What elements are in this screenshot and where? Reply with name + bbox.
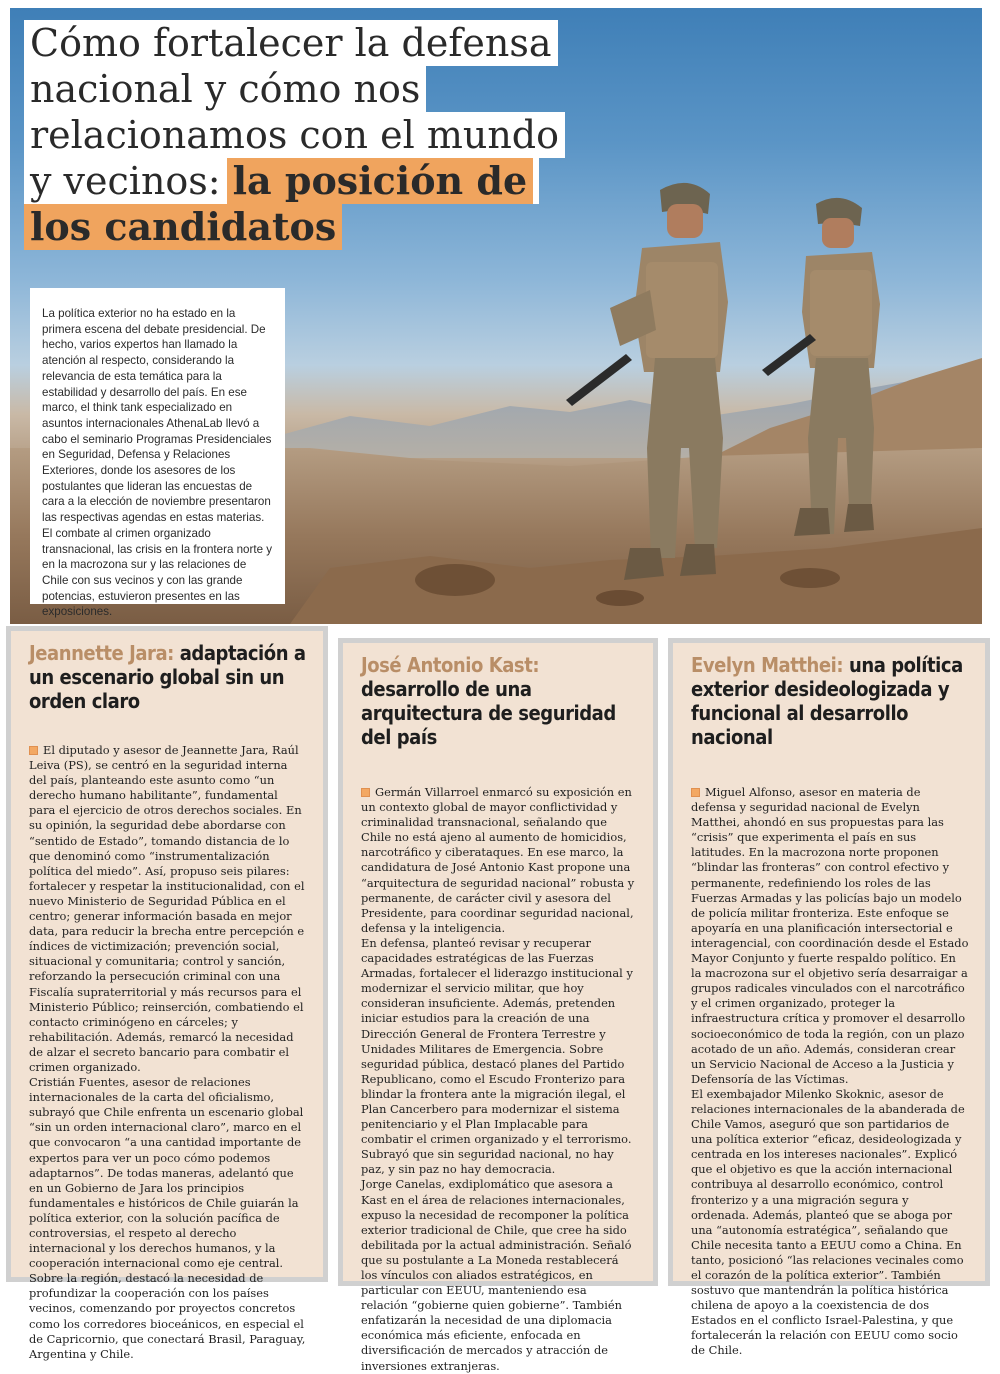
column-matthei-paragraph-2: El exembajador Milenko Skoknic, asesor de relaciones internacionales de la abanderada de Chile Vamos, aseguró que son partidarios de una política exterior “eficaz, desideologizada y centrada en los intereses nacionales”. Explicó que el objetivo es que la acción internacional contribuya al desarrollo económico, control fronterizo y a una migración segura y ordenada. Además, planteó que se aboga por una “autonomía estratégica”, señalando que Chile necesita tanto a EEUU como a China. En tanto, posicionó “las relaciones vecinales como el corazón de la política exterior”. También sostuvo que mantendrán la política histórica chilena de apoyo a la coexistencia de dos Estados en el conflicto Israel-Palestina, y que fortalecerán la relación con EEUU como socio de Chile. [691, 1086, 965, 1358]
column-jara-paragraph-2: Cristián Fuentes, asesor de relaciones internacionales de la carta del oficialismo, subrayó que Chile enfrenta un escenario global “sin un orden internacional claro”, marco en el que convocaron “a una cantidad importante de expertos para ver un poco cómo podemos adaptarnos”. De todas maneras, adelantó que en un Gobierno de Jara los principios fundamentales e históricos de Chile guiarán la política exterior, con la solución pacífica de controversias, el respeto al derecho internacional y los derechos humanos, y la cooperación internacional como eje central. Sobre la región, destacó la necesidad de profundizar la cooperación con los países vecinos, comenzando por proyectos concretos como los corredores bioceánicos, en especial el de Capricornio, que conectará Brasil, Paraguay, Argentina y Chile. [29, 1075, 306, 1361]
column-matthei-paragraph-1: Miguel Alfonso, asesor en materia de defensa y seguridad nacional de Evelyn Matthei, ahondó en sus propuestas para las “crisis” que experimenta el país en sus latitudes. En la macrozona norte proponen “blindar las fronteras” con control efectivo y permanente, redefiniendo los roles de las Fuerzas Armadas y las policías bajo un modelo de policía militar fronteriza. Este enfoque se apoyaría en una planificación intersectorial e interagencial, con coordinación desde el Estado Mayor Conjunto y fuerte respaldo político. En la macrozona sur el objetivo sería desarraigar a grupos radicales vinculados con el narcotráfico y el crimen organizado, proteger la infraestructura crítica y promover el desarrollo socioeconómico de toda la región, con un plazo acotado de un año. Además, consideran crear un Servicio Nacional de Acceso a la Justicia y Defensoría de las Víctimas. [691, 785, 969, 1086]
column-kast-paragraph-3: Jorge Canelas, exdiplomático que asesora a Kast en el área de relaciones internacionales, expuso la necesidad de recomponer la política exterior tradicional de Chile, que cree ha sido debilitada por la actual administración. Señaló que su postulante a La Moneda restablecerá los vínculos con aliados estratégicos, en particular con EEUU, manteniendo esa relación “gobierne quien gobierne”. También enfatizarán la necesidad de una diplomacia económica más eficiente, enfocada en diversificación de mercados y atracción de inversiones extranjeras. [361, 1177, 632, 1373]
headline-highlight-2: los candidatos [24, 204, 342, 250]
lead-paragraph-2: El combate al crimen organizado transnacional, las crisis en la frontera norte y en la macrozona sur y las relaciones de Chile con sus vecinos y con las grande potencias, estuvieron presentes en las exposiciones. [42, 526, 273, 619]
column-kast-body [361, 785, 637, 1374]
square-bullet-icon [691, 788, 700, 797]
headline-highlight-1: la posición de [227, 158, 534, 204]
column-kast-paragraph-2: En defensa, planteó revisar y recuperar capacidades estratégicas de las Fuerzas Armadas, fortalecer el liderazgo institucional y modernizar el servicio militar, que hoy consideran insuficiente. Además, pretenden iniciar estudios para la creación de una Dirección General de Frontera Terrestre y Unidades Militares de Emergencia. Sobre seguridad pública, destacó planes del Partido Republicano, como el Escudo Fronterizo para blindar la frontera ante la migración ilegal, el Plan Cancerbero para modernizar el sistema penitenciario y el Plan Implacable para combatir el crimen organizado y el terrorismo. Subrayó que sin seguridad nacional, no hay paz, y sin paz no hay democracia. [361, 935, 633, 1177]
headline-line-4 [24, 158, 539, 204]
headline-line-1: Cómo fortalecer la defensa [24, 20, 558, 66]
column-kast-heading [361, 653, 639, 749]
headline-line-2: nacional y cómo nos [24, 66, 426, 112]
column-jara-heading [29, 641, 309, 713]
column-jara-body [29, 743, 307, 1362]
column-matthei-title: una política exterior desideologizada y funcional al desarrollo nacional [691, 653, 963, 749]
square-bullet-icon [29, 746, 38, 755]
headline-line-4-text: y vecinos: [30, 159, 221, 203]
headline [24, 20, 584, 250]
column-kast [338, 638, 658, 1373]
square-bullet-icon [361, 788, 370, 797]
lead-paragraph-1: La política exterior no ha estado en la primera escena del debate presidencial. De hecho, varios expertos han llamado la atención al respecto, considerando la relevancia de esta temática para la estabilidad y desarrollo del país. En ese marco, el think tank especializado en asuntos internacionales AthenaLab llevó a cabo el seminario Programas Presidenciales en Seguridad, Defensa y Relaciones Exteriores, donde los asesores de los postulantes que lideran las encuestas de cara a la elección de noviembre presentaron las respectivas agendas en estas materias. [42, 307, 272, 525]
column-jara-paragraph-1: El diputado y asesor de Jeannette Jara, Raúl Leiva (PS), se centró en la seguridad interna del país, planteando este asunto como “un derecho humano habilitante”, fundamental para el ejercicio de otros derechos sociales. En su opinión, la seguridad debe abordarse con “sentido de Estado”, tomando distancia de lo que denominó como “instrumentalización política del miedo”. Así, propuso seis pilares: fortalecer y respetar la institucionalidad, con el nuevo Ministerio de Seguridad Pública en el centro; generar información basada en mejor data, para reducir la brecha entre percepción e índices de victimización; prevención social, situacional y comunitaria; control y sanción, reforzando la persecución criminal con una Fiscalía supraterritorial y más recursos para el Ministerio Público; reinserción, combatiendo el contacto criminógeno en cárceles; y rehabilitación. Además, remarcó la necesidad de alzar el secreto bancario para combatir el crimen organizado. [29, 743, 305, 1074]
column-matthei-heading [691, 653, 971, 749]
column-kast-name: José Antonio Kast: [361, 653, 540, 677]
hero-photo [10, 8, 982, 624]
column-kast-title: desarrollo de una arquitectura de seguridad del país [361, 677, 616, 749]
column-kast-paragraph-1: Germán Villarroel enmarcó su exposición en un contexto global de mayor conflictividad y criminalidad transnacional, señalando que Chile no está ajeno al aumento de homicidios, narcotráfico y ciberataques. En ese marco, la candidatura de José Antonio Kast propone una “arquitectura de seguridad nacional” robusta y permanente, de carácter civil y asesora del Presidente, para coordinar seguridad nacional, defensa y la inteligencia. [361, 785, 635, 935]
lead-box [30, 288, 285, 619]
column-matthei [668, 638, 990, 1358]
column-jara-name: Jeannette Jara: [29, 641, 174, 665]
column-matthei-name: Evelyn Matthei: [691, 653, 844, 677]
column-jara [6, 626, 328, 1361]
column-matthei-body [691, 785, 969, 1359]
column-jara-title: adaptación a un escenario global sin un orden claro [29, 641, 306, 713]
headline-line-3: relacionamos con el mundo [24, 112, 565, 158]
